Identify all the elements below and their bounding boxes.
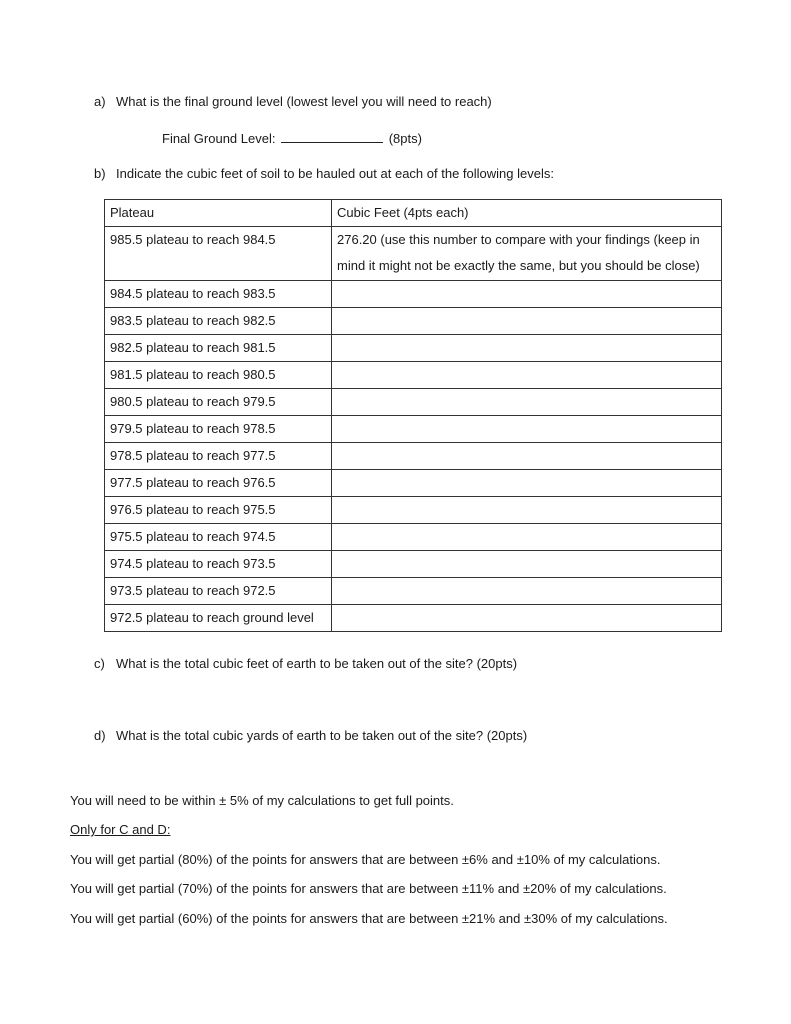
- plateau-cell: 982.5 plateau to reach 981.5: [105, 335, 332, 362]
- table-row: [105, 362, 722, 389]
- cubic-feet-cell[interactable]: [332, 281, 722, 308]
- table-row: [105, 470, 722, 497]
- plateau-cell: 972.5 plateau to reach ground level: [105, 605, 332, 632]
- cubic-feet-cell[interactable]: [332, 443, 722, 470]
- question-b: [94, 166, 554, 182]
- plateau-cell: 979.5 plateau to reach 978.5: [105, 416, 332, 443]
- table-row: [105, 443, 722, 470]
- cubic-feet-cell[interactable]: 276.20 (use this number to compare with your findings (keep in mind it might not be exactly the same, but you should be close): [332, 227, 722, 281]
- plateau-cell: 978.5 plateau to reach 977.5: [105, 443, 332, 470]
- soil-table: [104, 199, 722, 632]
- full-points-note: You will need to be within ± 5% of my calculations to get full points.: [70, 793, 454, 808]
- table-row: [105, 281, 722, 308]
- cubic-feet-cell[interactable]: [332, 362, 722, 389]
- plateau-cell: 975.5 plateau to reach 974.5: [105, 524, 332, 551]
- plateau-cell: 984.5 plateau to reach 983.5: [105, 281, 332, 308]
- plateau-cell: 985.5 plateau to reach 984.5: [105, 227, 332, 281]
- table-row: [105, 308, 722, 335]
- question-c: [94, 656, 517, 672]
- cubic-feet-cell[interactable]: [332, 524, 722, 551]
- plateau-cell: 983.5 plateau to reach 982.5: [105, 308, 332, 335]
- cubic-feet-cell[interactable]: [332, 578, 722, 605]
- plateau-cell: 974.5 plateau to reach 973.5: [105, 551, 332, 578]
- question-a-points: (8pts): [388, 131, 422, 146]
- question-a: [94, 94, 492, 110]
- table-row: [105, 605, 722, 632]
- question-a-letter: a): [94, 94, 106, 109]
- partial-80-note: You will get partial (80%) of the points for answers that are between ±6% and ±10% of my calculations.: [70, 852, 661, 867]
- table-row: [105, 227, 722, 281]
- question-d-text: What is the total cubic yards of earth to be taken out of the site? (20pts): [116, 728, 528, 743]
- question-b-letter: b): [94, 166, 106, 181]
- plateau-cell: 973.5 plateau to reach 972.5: [105, 578, 332, 605]
- final-ground-level-line: [162, 130, 422, 147]
- table-row: [105, 335, 722, 362]
- header-cubic-feet: Cubic Feet (4pts each): [332, 200, 722, 227]
- table-header-row: [105, 200, 722, 227]
- final-ground-level-label: Final Ground Level:: [162, 131, 276, 146]
- table-row: [105, 389, 722, 416]
- partial-60-note: You will get partial (60%) of the points for answers that are between ±21% and ±30% of my calculations.: [70, 911, 668, 926]
- partial-70-note: You will get partial (70%) of the points for answers that are between ±11% and ±20% of my calculations.: [70, 881, 667, 896]
- cubic-feet-cell[interactable]: [332, 605, 722, 632]
- question-d: [94, 728, 527, 744]
- cubic-feet-cell[interactable]: [332, 416, 722, 443]
- table-row: [105, 497, 722, 524]
- header-plateau: Plateau: [105, 200, 332, 227]
- only-for-c-d-note: Only for C and D:: [70, 822, 171, 837]
- question-c-letter: c): [94, 656, 105, 671]
- table-row: [105, 551, 722, 578]
- cubic-feet-cell[interactable]: [332, 389, 722, 416]
- cubic-feet-cell[interactable]: [332, 335, 722, 362]
- plateau-cell: 976.5 plateau to reach 975.5: [105, 497, 332, 524]
- question-b-text: Indicate the cubic feet of soil to be hauled out at each of the following levels:: [116, 166, 554, 181]
- cubic-feet-cell[interactable]: [332, 470, 722, 497]
- table-row: [105, 416, 722, 443]
- final-ground-level-blank[interactable]: [281, 130, 383, 143]
- question-a-text: What is the final ground level (lowest level you will need to reach): [116, 94, 492, 109]
- cubic-feet-cell[interactable]: [332, 551, 722, 578]
- plateau-cell: 980.5 plateau to reach 979.5: [105, 389, 332, 416]
- plateau-cell: 977.5 plateau to reach 976.5: [105, 470, 332, 497]
- cubic-feet-cell[interactable]: [332, 497, 722, 524]
- cubic-feet-cell[interactable]: [332, 308, 722, 335]
- question-d-letter: d): [94, 728, 106, 743]
- question-c-text: What is the total cubic feet of earth to be taken out of the site? (20pts): [116, 656, 518, 671]
- plateau-cell: 981.5 plateau to reach 980.5: [105, 362, 332, 389]
- table-row: [105, 524, 722, 551]
- table-row: [105, 578, 722, 605]
